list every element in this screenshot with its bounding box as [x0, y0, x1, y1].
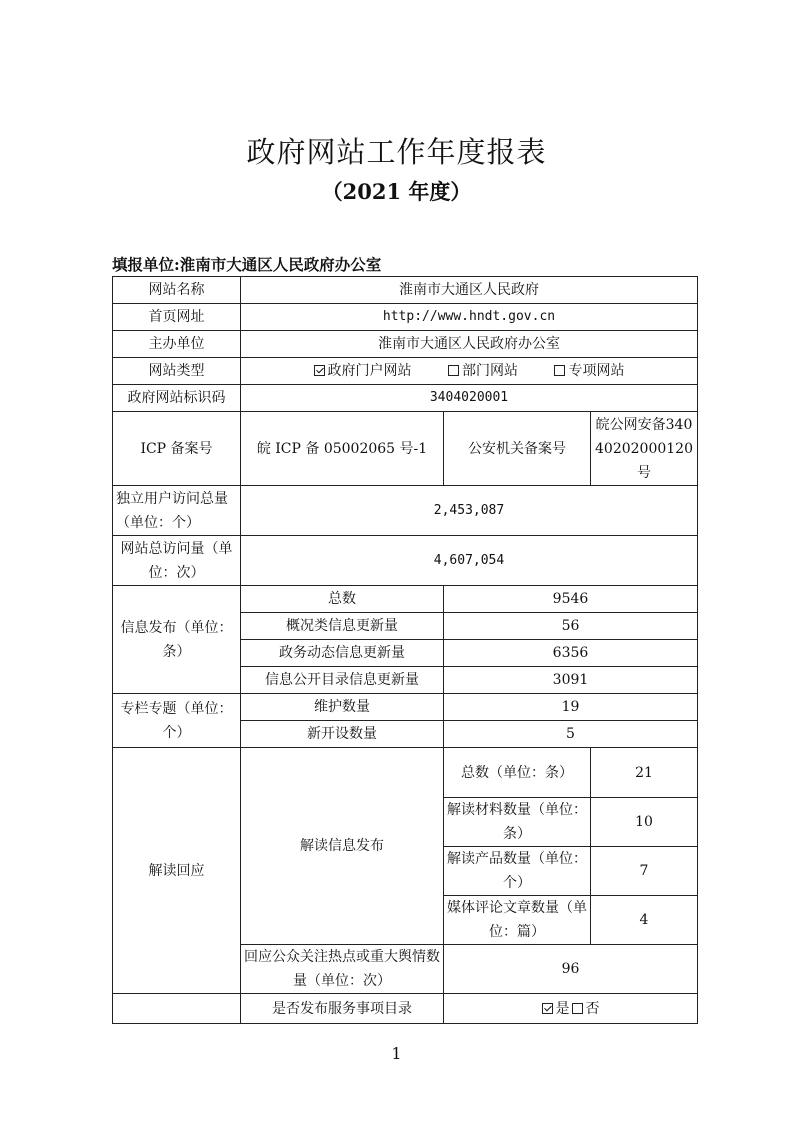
- column-topic-label: 专栏专题（单位：个）: [113, 694, 241, 748]
- page-number: 1: [391, 1044, 402, 1063]
- option-label: 否: [585, 1000, 600, 1017]
- option-label: 专项网站: [568, 363, 625, 379]
- info-item-label: 信息公开目录信息更新量: [241, 667, 444, 694]
- table-row: [113, 748, 698, 798]
- table-row: [113, 331, 698, 358]
- service-option-no[interactable]: [570, 1001, 600, 1017]
- empty-checkbox-icon: [448, 365, 459, 376]
- empty-cell: [113, 994, 241, 1024]
- checked-checkbox-icon: [314, 365, 325, 376]
- column-item-label: 维护数量: [241, 694, 444, 721]
- interpret-item-label: 总数（单位：条）: [444, 748, 591, 798]
- type-option-portal[interactable]: [314, 359, 412, 383]
- column-item-value: 19: [444, 694, 698, 721]
- hotspot-response-label: 回应公众关注热点或重大舆情数量（单位：次）: [241, 945, 444, 994]
- filling-unit: 填报单位:淮南市大通区人民政府办公室: [112, 255, 382, 274]
- table-row: [113, 486, 698, 536]
- table-row: [113, 304, 698, 331]
- interpret-item-value: 7: [591, 847, 698, 896]
- interpret-item-label: 媒体评论文章数量（单位：篇）: [444, 896, 591, 945]
- sponsor-value: 淮南市大通区人民政府办公室: [241, 331, 698, 358]
- info-item-value: 6356: [444, 640, 698, 667]
- info-item-label: 总数: [241, 586, 444, 613]
- page-title: 政府网站工作年度报表: [246, 135, 547, 169]
- icp-value: 皖 ICP 备 05002065 号-1: [241, 412, 444, 486]
- interpret-item-label: 解读产品数量（单位：个）: [444, 847, 591, 896]
- homepage-url: http://www.hndt.gov.cn: [241, 304, 698, 331]
- info-item-value: 56: [444, 613, 698, 640]
- checked-checkbox-icon: [542, 1003, 553, 1014]
- table-row: [113, 358, 698, 385]
- empty-checkbox-icon: [554, 365, 565, 376]
- interpret-item-value: 21: [591, 748, 698, 798]
- page-views-label: 网站总访问量（单位：次）: [113, 536, 241, 586]
- report-year: （2021 年度）: [321, 179, 472, 204]
- site-name-value: 淮南市大通区人民政府: [241, 277, 698, 304]
- service-catalog-label: 是否发布服务事项目录: [241, 994, 444, 1024]
- column-item-label: 新开设数量: [241, 721, 444, 748]
- page-views-value: 4,607,054: [241, 536, 698, 586]
- site-id-value: 3404020001: [241, 385, 698, 412]
- homepage-label: 首页网址: [113, 304, 241, 331]
- empty-checkbox-icon: [572, 1003, 583, 1014]
- police-record-label: 公安机关备案号: [444, 412, 591, 486]
- table-row: [113, 694, 698, 721]
- icp-label: ICP 备案号: [113, 412, 241, 486]
- type-option-department[interactable]: [448, 359, 518, 383]
- table-row: [113, 586, 698, 613]
- service-option-yes[interactable]: [542, 1001, 570, 1017]
- site-name-label: 网站名称: [113, 277, 241, 304]
- info-release-label: 信息发布（单位：条）: [113, 586, 241, 694]
- unique-visitors-value: 2,453,087: [241, 486, 698, 536]
- type-option-special[interactable]: [554, 359, 624, 383]
- table-row: [113, 412, 698, 486]
- option-label: 部门网站: [462, 363, 518, 379]
- service-catalog-options: [444, 994, 698, 1024]
- interpret-item-value: 4: [591, 896, 698, 945]
- column-item-value: 5: [444, 721, 698, 748]
- site-type-label: 网站类型: [113, 358, 241, 385]
- info-item-label: 概况类信息更新量: [241, 613, 444, 640]
- site-type-options: [241, 358, 698, 385]
- table-row: [113, 385, 698, 412]
- option-label: 政府门户网站: [327, 363, 412, 379]
- table-row: [113, 994, 698, 1024]
- sponsor-label: 主办单位: [113, 331, 241, 358]
- interpret-release-label: 解读信息发布: [241, 748, 444, 945]
- interpret-response-label: 解读回应: [113, 748, 241, 994]
- report-table: [112, 276, 698, 1024]
- option-label: 是: [555, 1000, 570, 1017]
- interpret-item-value: 10: [591, 798, 698, 847]
- unique-visitors-label: 独立用户访问总量（单位：个）: [113, 486, 241, 536]
- police-record-value: 皖公网安备34040202000120号: [591, 412, 698, 486]
- hotspot-response-value: 96: [444, 945, 698, 994]
- interpret-item-label: 解读材料数量（单位：条）: [444, 798, 591, 847]
- info-item-label: 政务动态信息更新量: [241, 640, 444, 667]
- info-item-value: 9546: [444, 586, 698, 613]
- info-item-value: 3091: [444, 667, 698, 694]
- site-id-label: 政府网站标识码: [113, 385, 241, 412]
- table-row: [113, 277, 698, 304]
- table-row: [113, 536, 698, 586]
